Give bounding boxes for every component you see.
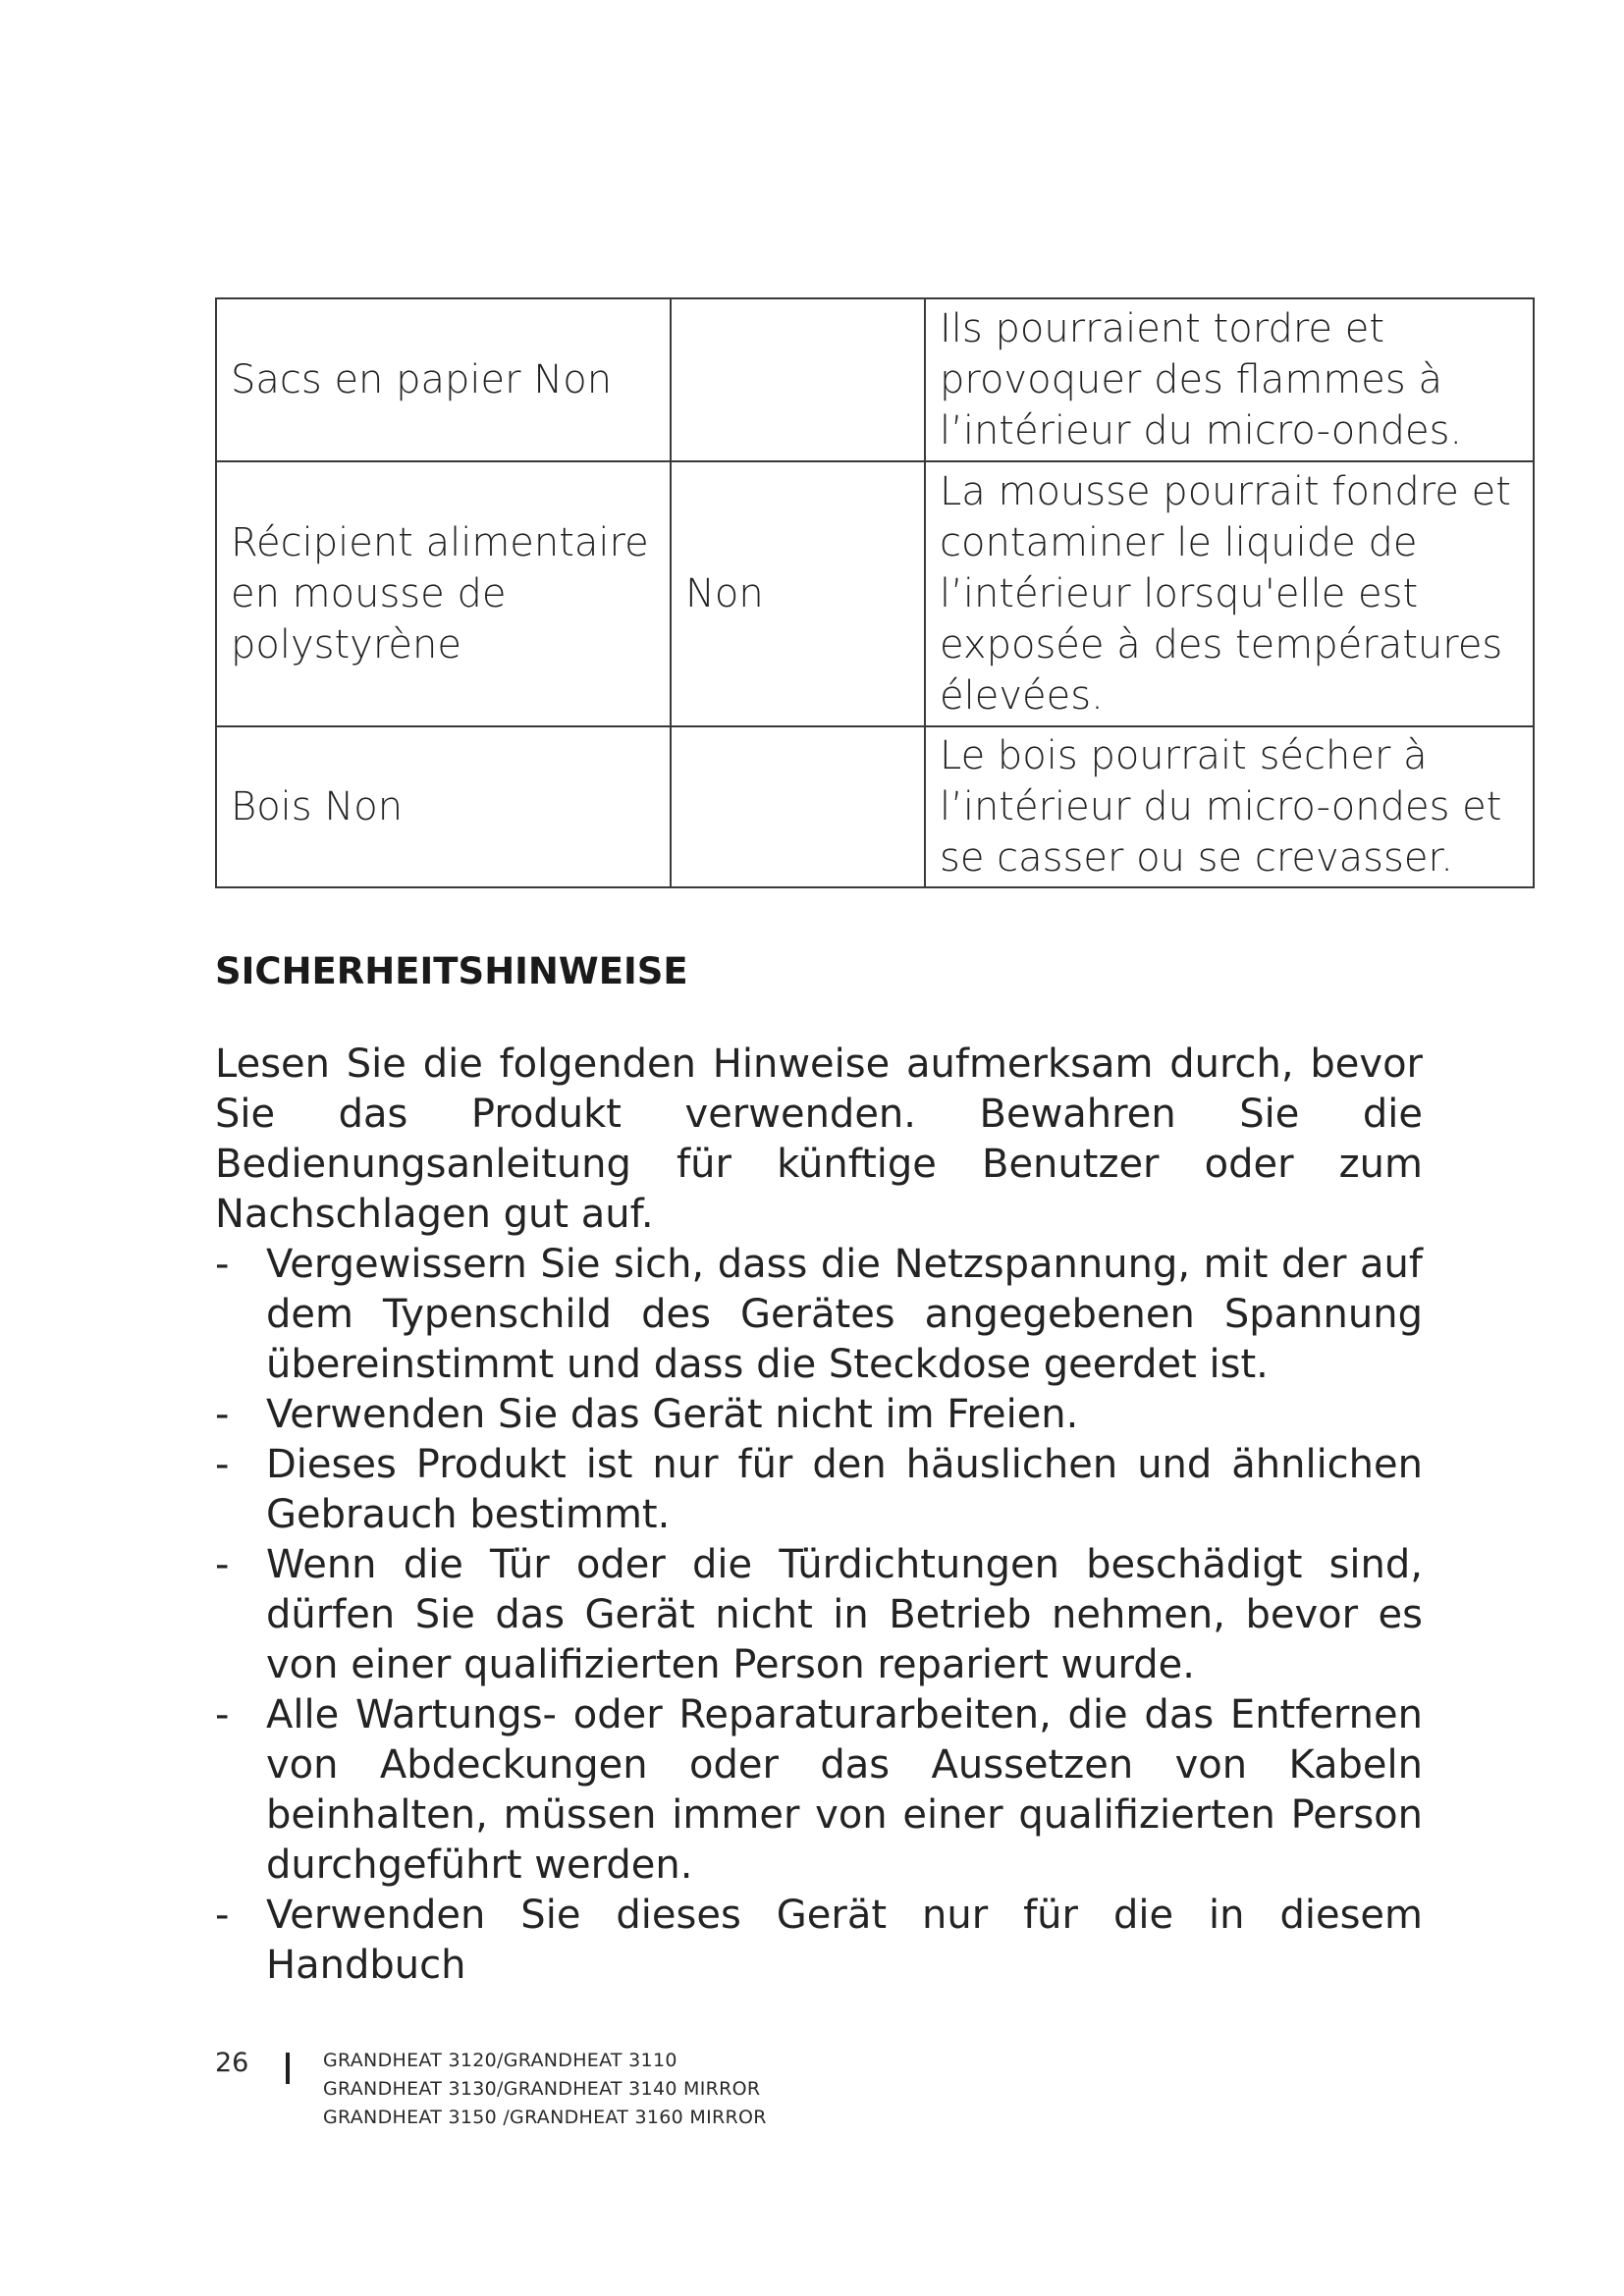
suitability-cell xyxy=(671,298,925,461)
bullet-dash: - xyxy=(215,1542,230,1587)
table-row xyxy=(216,298,1534,461)
list-item-text: Verwenden Sie das Gerät nicht im Freien. xyxy=(266,1392,1079,1437)
bullet-dash: - xyxy=(215,1442,230,1487)
model-line: GRANDHEAT 3150 /GRANDHEAT 3160 MIRROR xyxy=(323,2107,767,2128)
safety-list xyxy=(215,1240,1423,1991)
suitability-cell: Non xyxy=(671,461,925,726)
bullet-dash: - xyxy=(215,1242,230,1287)
list-item xyxy=(215,1390,1423,1440)
reason-cell: Ils pourraient tordre et provoquer des flammes à l’intérieur du micro-ondes. xyxy=(925,298,1534,461)
reason-cell: Le bois pourrait sécher à l’intérieur du micro-ondes et se casser ou se crevasser. xyxy=(925,726,1534,887)
materials-table xyxy=(215,297,1535,888)
material-cell: Sacs en papier Non xyxy=(216,298,671,461)
list-item xyxy=(215,1540,1423,1690)
table-row xyxy=(216,461,1534,726)
list-item-text: Alle Wartungs- oder Reparaturarbeiten, die das Entfernen von Abdeckungen oder das Aussetzen von Kabeln beinhalten, müssen immer von einer qualifizierten Person durchgeführt werden. xyxy=(266,1692,1423,1888)
material-cell: Récipient alimentaire en mousse de polystyrène xyxy=(216,461,671,726)
page-number: 26 xyxy=(215,2048,249,2078)
bullet-dash: - xyxy=(215,1893,230,1938)
model-list xyxy=(323,2047,767,2132)
suitability-cell xyxy=(671,726,925,887)
bullet-dash: - xyxy=(215,1692,230,1737)
model-line: GRANDHEAT 3120/GRANDHEAT 3110 xyxy=(323,2050,677,2071)
material-cell: Bois Non xyxy=(216,726,671,887)
section-title: SICHERHEITSHINWEISE xyxy=(215,950,688,992)
list-item xyxy=(215,1240,1423,1390)
model-line: GRANDHEAT 3130/GRANDHEAT 3140 MIRROR xyxy=(323,2078,761,2100)
bullet-dash: - xyxy=(215,1392,230,1437)
safety-instructions xyxy=(215,1040,1423,1991)
list-item-text: Vergewissern Sie sich, dass die Netzspannung, mit der auf dem Typenschild des Gerätes angegebenen Spannung übereinstimmt und dass die Steckdose geerdet ist. xyxy=(266,1242,1423,1387)
list-item-text: Wenn die Tür oder die Türdichtungen beschädigt sind, dürfen Sie das Gerät nicht in Betrieb nehmen, bevor es von einer qualifizierten Person repariert wurde. xyxy=(266,1542,1423,1687)
table-row xyxy=(216,726,1534,887)
reason-cell: La mousse pourrait fondre et contaminer le liquide de l’intérieur lorsqu'elle est exposée à des températures élevées. xyxy=(925,461,1534,726)
intro-paragraph: Lesen Sie die folgenden Hinweise aufmerksam durch, bevor Sie das Produkt verwenden. Bewahren Sie die Bedienungsanleitung für künftige Benutzer oder zum Nachschlagen gut auf. xyxy=(215,1041,1423,1237)
list-item xyxy=(215,1891,1423,1991)
footer-divider xyxy=(286,2053,290,2084)
list-item-text: Verwenden Sie dieses Gerät nur für die in diesem Handbuch xyxy=(266,1893,1423,1988)
list-item xyxy=(215,1690,1423,1891)
list-item-text: Dieses Produkt ist nur für den häuslichen und ähnlichen Gebrauch bestimmt. xyxy=(266,1442,1423,1537)
list-item xyxy=(215,1440,1423,1540)
